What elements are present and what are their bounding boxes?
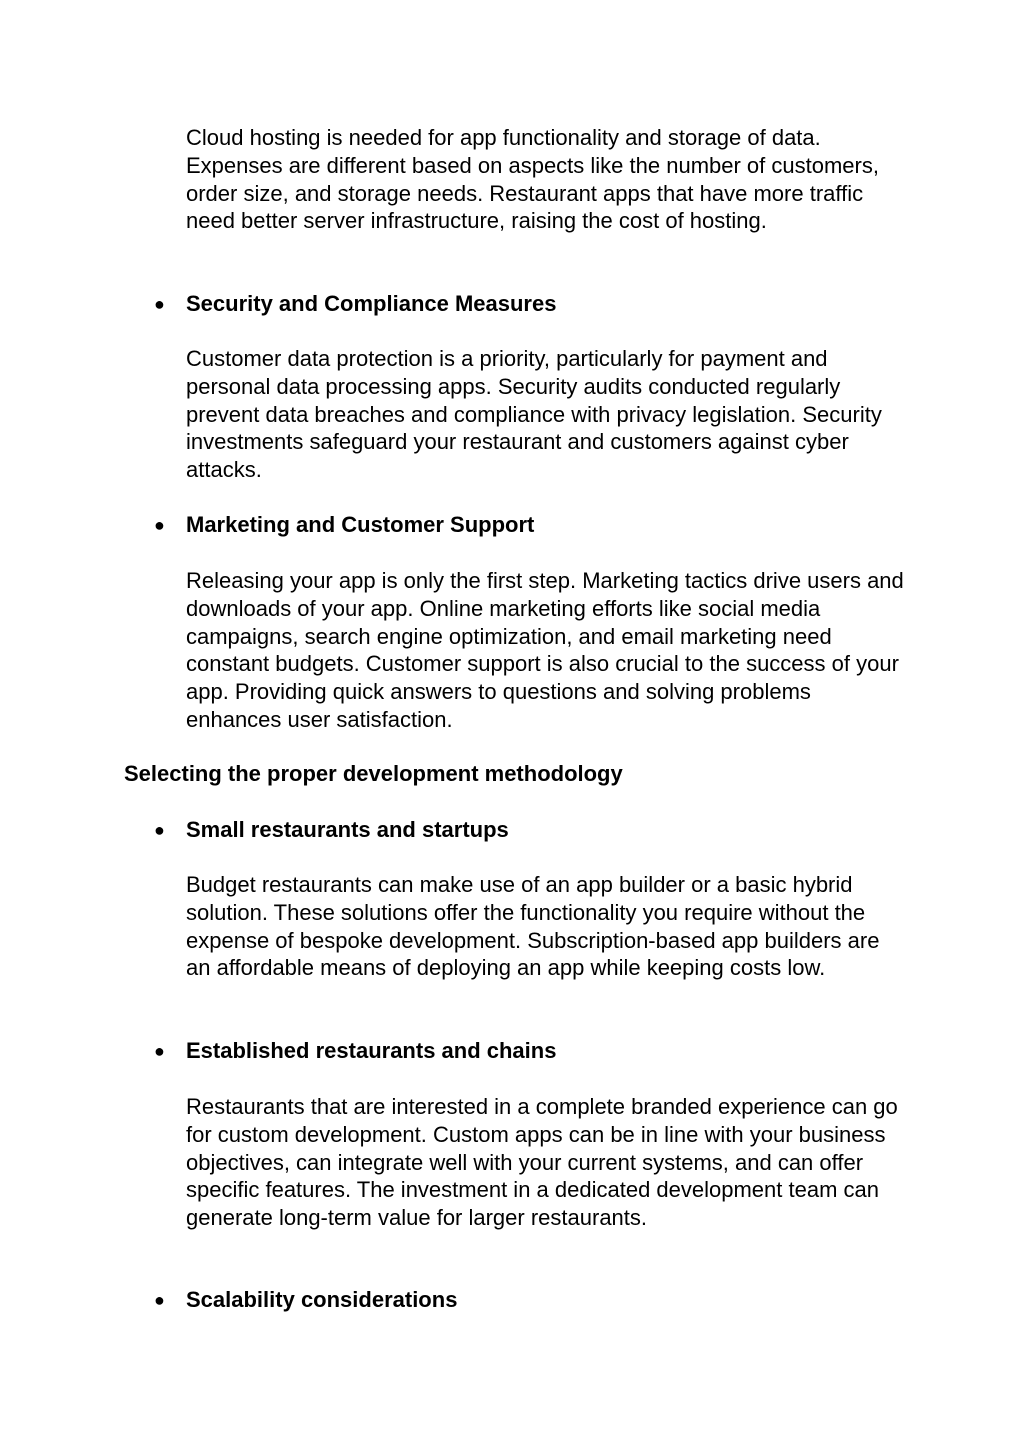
intro-paragraph: Cloud hosting is needed for app functionality and storage of data. Expenses are different based on aspects like the number of customers, order size, and storage needs. Restaurant apps that have more traffic need better server infrastructure, raising the cost of hosting. (186, 125, 879, 234)
bullet-marketing (154, 511, 914, 539)
security-paragraph: Customer data protection is a priority, particularly for payment and personal data processing apps. Security audits conducted regularly prevent data breaches and compliance with privacy legislation. Security investments safeguard your restaurant and customers against cyber attacks. (186, 346, 882, 483)
bullet-heading-established-restaurants: Established restaurants and chains (186, 1038, 557, 1063)
bullet-icon: ● (154, 294, 165, 314)
established-restaurants-paragraph: Restaurants that are interested in a complete branded experience can go for custom development. Custom apps can be in line with your business objectives, can integrate well with your current systems, and can offer specific features. The investment in a dedicated development team can generate long-term value for larger restaurants. (186, 1094, 898, 1231)
marketing-paragraph: Releasing your app is only the first step. Marketing tactics drive users and downloads of your app. Online marketing efforts like social media campaigns, search engine optimization, and email marketing need constant budgets. Customer support is also crucial to the success of your app. Providing quick answers to questions and solving problems enhances user satisfaction. (186, 568, 904, 732)
bullet-icon: ● (154, 1041, 165, 1061)
bullet-scalability (154, 1286, 914, 1314)
bullet-icon: ● (154, 820, 165, 840)
bullet-heading-security: Security and Compliance Measures (186, 291, 557, 316)
bullet-heading-scalability: Scalability considerations (186, 1287, 458, 1312)
small-restaurants-paragraph: Budget restaurants can make use of an app builder or a basic hybrid solution. These solutions offer the functionality you require without the expense of bespoke development. Subscription-based app builders are an affordable means of deploying an app while keeping costs low. (186, 872, 880, 981)
bullet-icon: ● (154, 1290, 165, 1310)
section-heading: Selecting the proper development methodology (124, 761, 623, 786)
bullet-icon: ● (154, 515, 165, 535)
bullet-heading-marketing: Marketing and Customer Support (186, 512, 535, 537)
bullet-heading-small-restaurants: Small restaurants and startups (186, 817, 509, 842)
bullet-established-restaurants (154, 1037, 914, 1065)
bullet-small-restaurants (154, 816, 914, 844)
bullet-security (154, 290, 914, 318)
